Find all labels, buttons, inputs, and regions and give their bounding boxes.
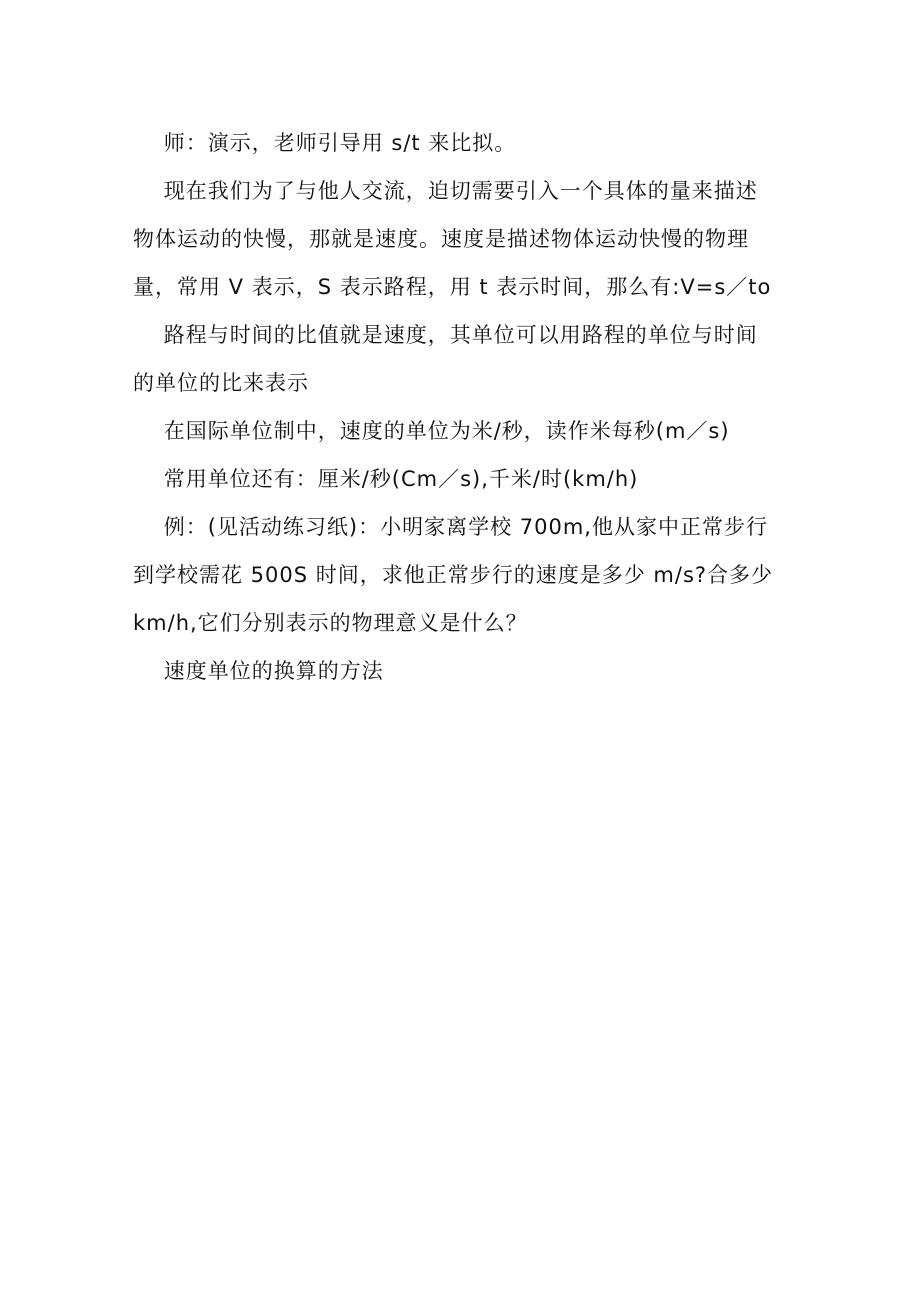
text-line: 在国际单位制中，速度的单位为米/秒，读作米每秒(m／s) [133, 419, 730, 443]
text-line: 到学校需花 500S 时间，求他正常步行的速度是多少 m/s?合多少 [133, 563, 774, 587]
text-line: km/h,它们分别表示的物理意义是什么？ [133, 611, 528, 635]
text-line: 量，常用 V 表示，S 表示路程，用 t 表示时间，那么有:V=s／to [133, 275, 772, 299]
body-text [133, 119, 793, 695]
text-line: 速度单位的换算的方法 [133, 659, 384, 683]
text-line: 路程与时间的比值就是速度，其单位可以用路程的单位与时间 [133, 323, 758, 347]
text-line: 师：演示，老师引导用 s/t 来比拟。 [133, 131, 517, 155]
text-line: 常用单位还有：厘米/秒(Cm／s),千米/时(km/h) [133, 467, 639, 491]
text-line: 的单位的比来表示 [133, 371, 309, 395]
text-line: 例：(见活动练习纸)：小明家离学校 700m,他从家中正常步行 [133, 515, 768, 539]
text-line: 物体运动的快慢，那就是速度。速度是描述物体运动快慢的物理 [133, 227, 749, 251]
text-line: 现在我们为了与他人交流，迫切需要引入一个具体的量来描述 [133, 179, 758, 203]
